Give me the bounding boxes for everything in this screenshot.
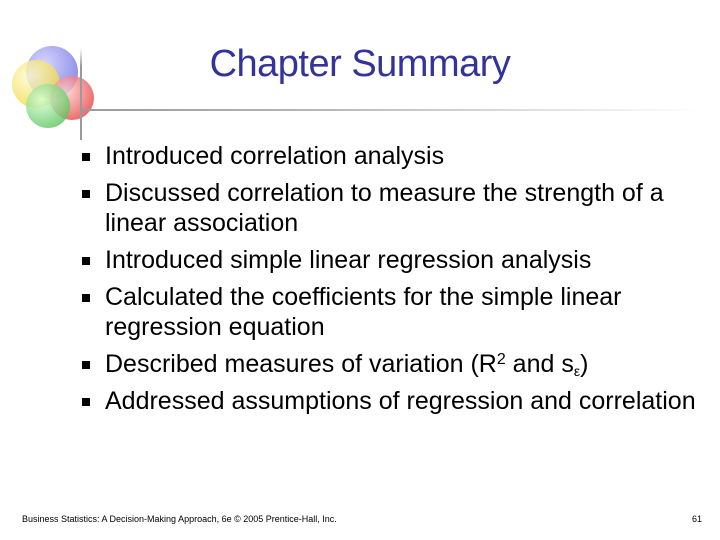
square-bullet-icon: [82, 361, 90, 369]
bullet-text-part: Described measures of variation (R: [105, 350, 497, 378]
logo-green-circle: [26, 84, 70, 128]
bullet-item: [82, 386, 702, 416]
bullet-text-part: ): [580, 350, 589, 378]
bullet-item: [82, 349, 702, 379]
square-bullet-icon: [82, 294, 90, 302]
bullet-item: [82, 141, 702, 171]
bullet-list: [82, 141, 702, 423]
footer-citation: Business Statistics: A Decision-Making Approach, 6e © 2005 Prentice-Hall, Inc.: [22, 514, 337, 524]
square-bullet-icon: [82, 257, 90, 265]
bullet-text: Introduced simple linear regression analysis: [105, 246, 592, 274]
bullet-item: [82, 282, 702, 342]
bullet-text: Discussed correlation to measure the strength of a linear association: [105, 179, 664, 237]
page-number: 61: [691, 514, 702, 524]
bullet-text: [105, 350, 588, 378]
bullet-text: Calculated the coefficients for the simple linear regression equation: [105, 283, 622, 341]
subscript-epsilon: ε: [573, 363, 581, 379]
square-bullet-icon: [82, 190, 90, 198]
bullet-item: [82, 178, 702, 238]
bullet-item: [82, 245, 702, 275]
square-bullet-icon: [82, 153, 90, 161]
slide-title: Chapter Summary: [209, 43, 511, 85]
square-bullet-icon: [82, 398, 90, 406]
superscript-2: 2: [496, 351, 506, 368]
bullet-text: Introduced correlation analysis: [105, 142, 445, 170]
bullet-text-part: and s: [505, 350, 574, 378]
bullet-text: Addressed assumptions of regression and correlation: [105, 387, 696, 415]
title-underline: [80, 109, 700, 111]
